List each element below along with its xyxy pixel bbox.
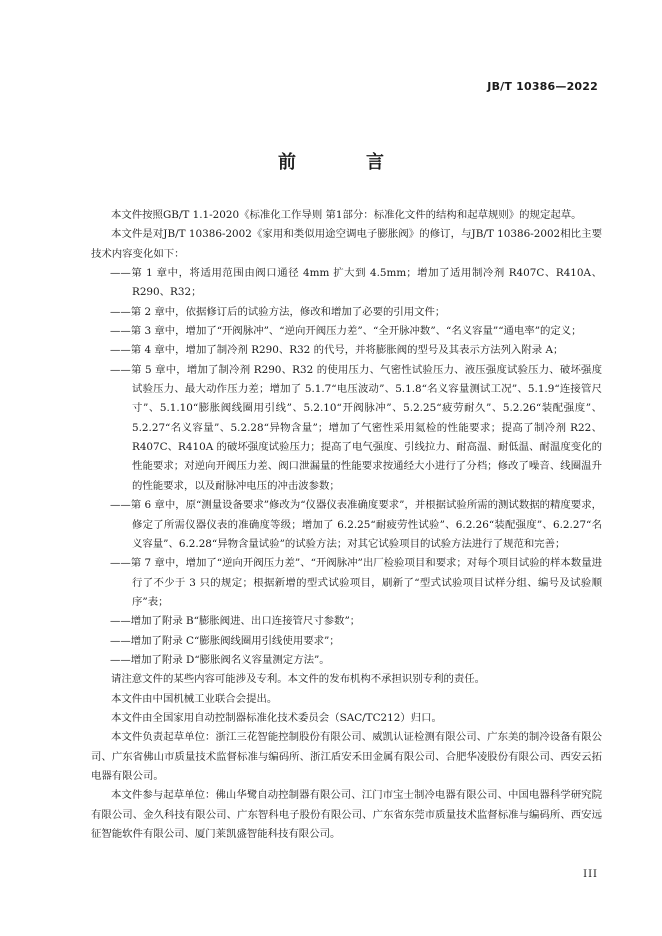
document-body (91, 206, 602, 844)
paragraph: 本文件按照GB/T 1.1-2020《标准化工作导则 第1部分：标准化文件的结构和起草规则》的规定起草。 (111, 209, 582, 221)
standard-code: JB/T 10386—2022 (487, 80, 598, 93)
change-item: ——增加了附录 B“膨胀阀进、出口连接管尺寸参数”； (110, 615, 361, 628)
participating-drafters: 本文件参与起草单位：佛山华鹭自动控制器有限公司、江门市宝士制冷电器有限公司、中国电器科学研究院有限公司、金久科技有限公司、广东智科电子股份有限公司、广东省东莞市质量技术监督标准与编码所、西安远征智能软件有限公司、厦门莱凯盛智能科技有限公司。 (91, 789, 602, 840)
change-item: ——增加了附录 D“膨胀阀名义容量测定方法”。 (110, 653, 330, 666)
lead-drafters: 本文件负责起草单位：浙江三花智能控制股份有限公司、威凯认证检测有限公司、广东美的制冷设备有限公司、广东省佛山市质量技术监督标准与编码所、浙江盾安禾田金属有限公司、合肥华凌股份有限公司、西安云拓电器有限公司。 (91, 731, 602, 782)
change-item: ——增加了附录 C“膨胀阀线圈用引线使用要求”； (110, 634, 340, 647)
change-item: ——第 2 章中，依据修订后的试验方法，修改和增加了必要的引用文件； (110, 305, 446, 318)
change-item: ——第 5 章中，增加了制冷剂 R290、R32 的使用压力、气密性试验压力、液压强度试验压力、破坏强度试验压力、最大动作压力差；增加了 5.1.7“电压波动”、5.1.8“名义容量测试工况”、5.1.9“连接管尺寸”、5.1.10“膨胀阀线圈用引线”、5.2.10“开阀脉冲”、5.2.25“疲劳耐久”、5.2.26“装配强度”、5.2.27“名义容量”、5.2.28“异物含量”；增加了气密性采用氦检的性能要求；提高了制冷剂 R22、R407C、R410A 的破坏强度试验压力；提高了电气强度、引线拉力、耐高温、耐低温、耐温度变化的性能要求；对逆向开阀压力差、阀口泄漏量的性能要求按通经大小进行了分档；修改了噪音、线圈温升的性能要求，以及耐脉冲电压的冲击波参数； (110, 363, 602, 492)
technical-committee: 本文件由全国家用自动控制器标准化技术委员会（SAC/TC212）归口。 (111, 711, 442, 724)
proposer: 本文件由中国机械工业联合会提出。 (111, 692, 278, 705)
change-item: ——第 6 章中，原“测量设备要求”修改为“仪器仪表准确度要求”，并根据试验所需的测试数据的精度要求，修定了所需仪器仪表的准确度等级；增加了 6.2.25“耐疲劳性试验”、6.2.26“装配强度”、6.2.27“名义容量”、6.2.28“异物含量试验”的试验方法；对其它试验项目的试验方法进行了规范和完善； (110, 499, 602, 550)
change-item: ——第 1 章中，将适用范围由阀口通径 4mm 扩大到 4.5mm；增加了适用制冷剂 R407C、R410A、R290、R32； (110, 267, 602, 299)
change-item: ——第 7 章中，增加了“逆向开阀压力差”、“开阀脉冲”出厂检验项目和要求；对每个项目试验的样本数量进行了不少于 3 只的规定；根据新增的型式试验项目，刷新了“型式试验项目试样分组、编号及试验顺序”表； (110, 557, 602, 608)
patent-notice: 请注意文件的某些内容可能涉及专利。本文件的发布机构不承担识别专利的责任。 (111, 673, 486, 686)
paragraph: 本文件是对JB/T 10386-2002《家用和类似用途空调电子膨胀阀》的修订，与JB/T 10386-2002相比主要技术内容变化如下： (91, 228, 602, 260)
change-item: ——第 3 章中，增加了“开阀脉冲”、“逆向开阀压力差”、“全开脉冲数”、“名义容量”“通电率”的定义； (110, 325, 582, 338)
page-number: III (583, 869, 598, 880)
page-title: 前 言 (278, 152, 410, 173)
change-item: ——第 4 章中，增加了制冷剂 R290、R32 的代号，并将膨胀阀的型号及其表示方法列入附录 A； (110, 344, 564, 357)
